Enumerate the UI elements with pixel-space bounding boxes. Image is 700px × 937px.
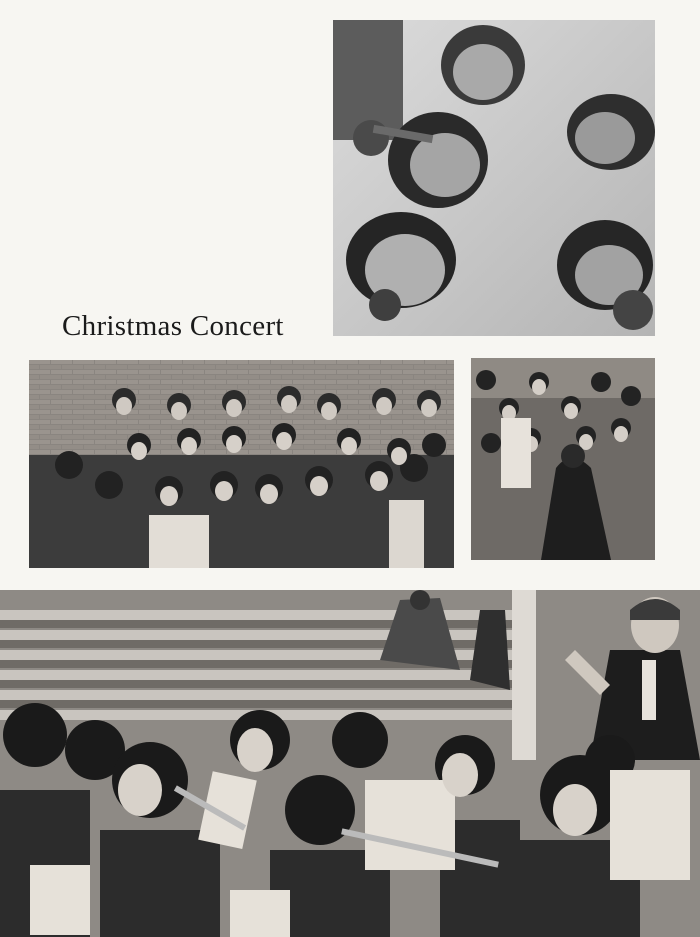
photo-choir-conductor — [471, 358, 655, 560]
photo-trumpet-players — [333, 20, 655, 336]
photo-choir-group — [29, 360, 454, 568]
page-title: Christmas Concert — [62, 310, 284, 342]
photo-concert-band — [0, 590, 700, 937]
